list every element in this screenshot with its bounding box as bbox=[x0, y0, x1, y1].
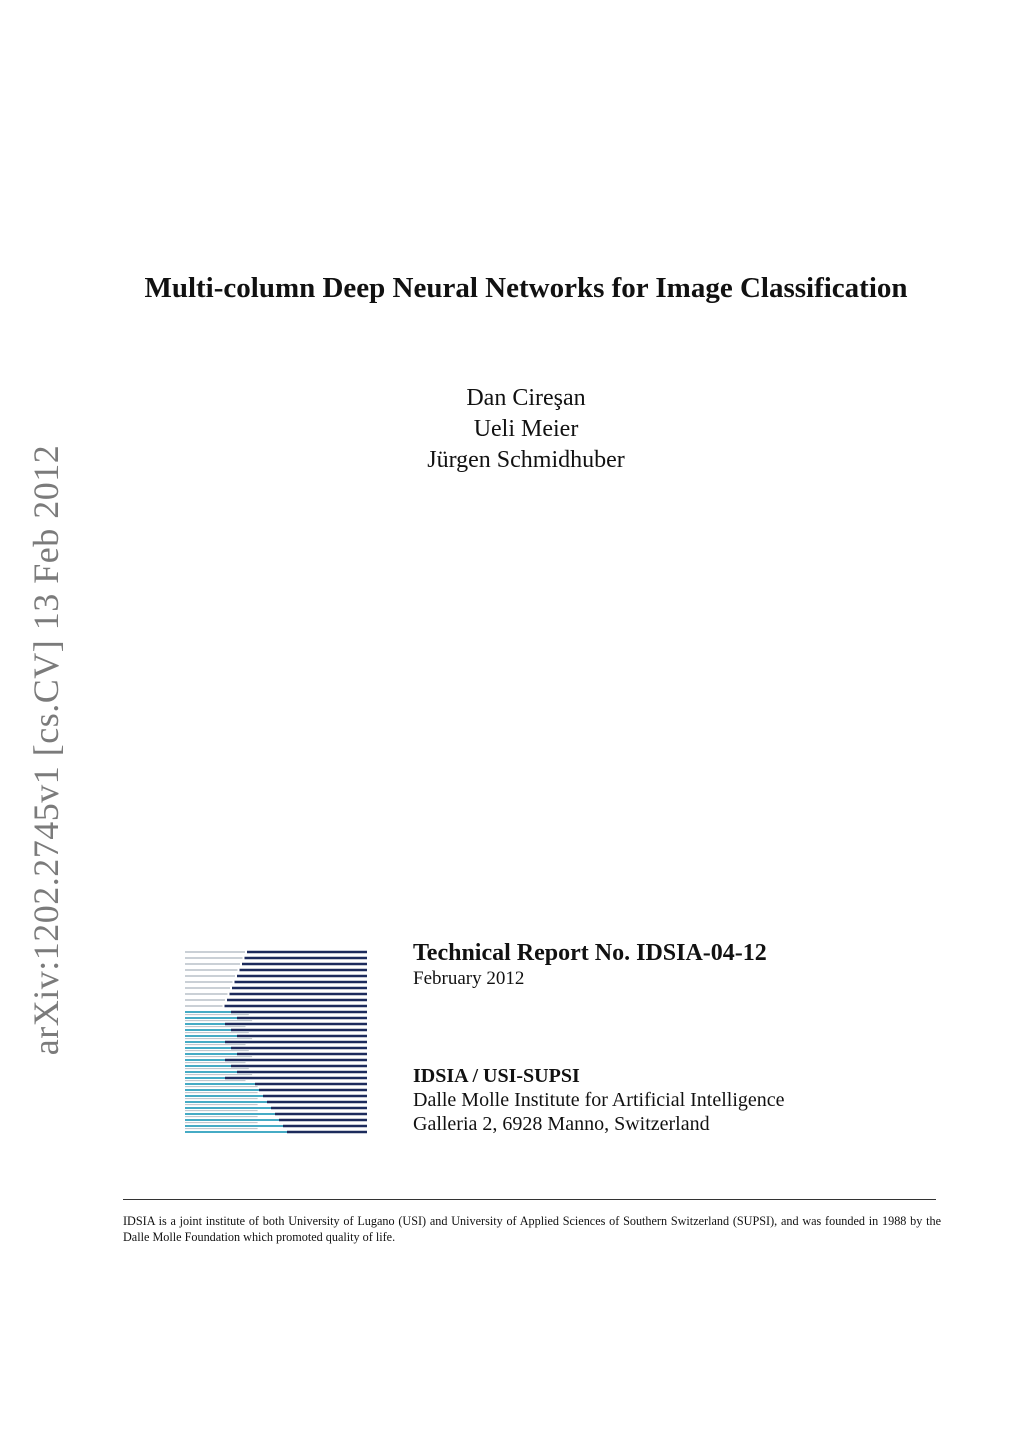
author-name: Jürgen Schmidhuber bbox=[427, 447, 625, 473]
author-list bbox=[0, 383, 1024, 476]
institution-name: IDSIA / USI-SUPSI bbox=[413, 1065, 580, 1087]
paper-title: Multi-column Deep Neural Networks for Image Classification bbox=[144, 272, 908, 304]
footnote: IDSIA is a joint institute of both University of Lugano (USI) and University of Applied Sciences of Southern Switzerland (SUPSI), and was founded in 1988 by the Dalle Molle Foundation which promoted quality of life. bbox=[123, 1214, 941, 1244]
report-block bbox=[413, 938, 767, 990]
arxiv-identifier-stamp: arXiv:1202.2745v1 [cs.CV] 13 Feb 2012 bbox=[26, 444, 66, 1056]
footnote-rule bbox=[123, 1199, 936, 1200]
author-name: Ueli Meier bbox=[473, 416, 579, 442]
author-name: Dan Cireşan bbox=[466, 385, 586, 411]
report-number: Technical Report No. IDSIA-04-12 bbox=[413, 940, 767, 966]
idsia-logo bbox=[185, 950, 367, 1134]
report-date: February 2012 bbox=[413, 968, 525, 989]
logo-gray-lines bbox=[185, 952, 245, 1006]
institution-block bbox=[413, 1064, 785, 1136]
institution-address: Galleria 2, 6928 Manno, Switzerland bbox=[413, 1113, 710, 1135]
institution-full-name: Dalle Molle Institute for Artificial Intelligence bbox=[413, 1089, 785, 1111]
